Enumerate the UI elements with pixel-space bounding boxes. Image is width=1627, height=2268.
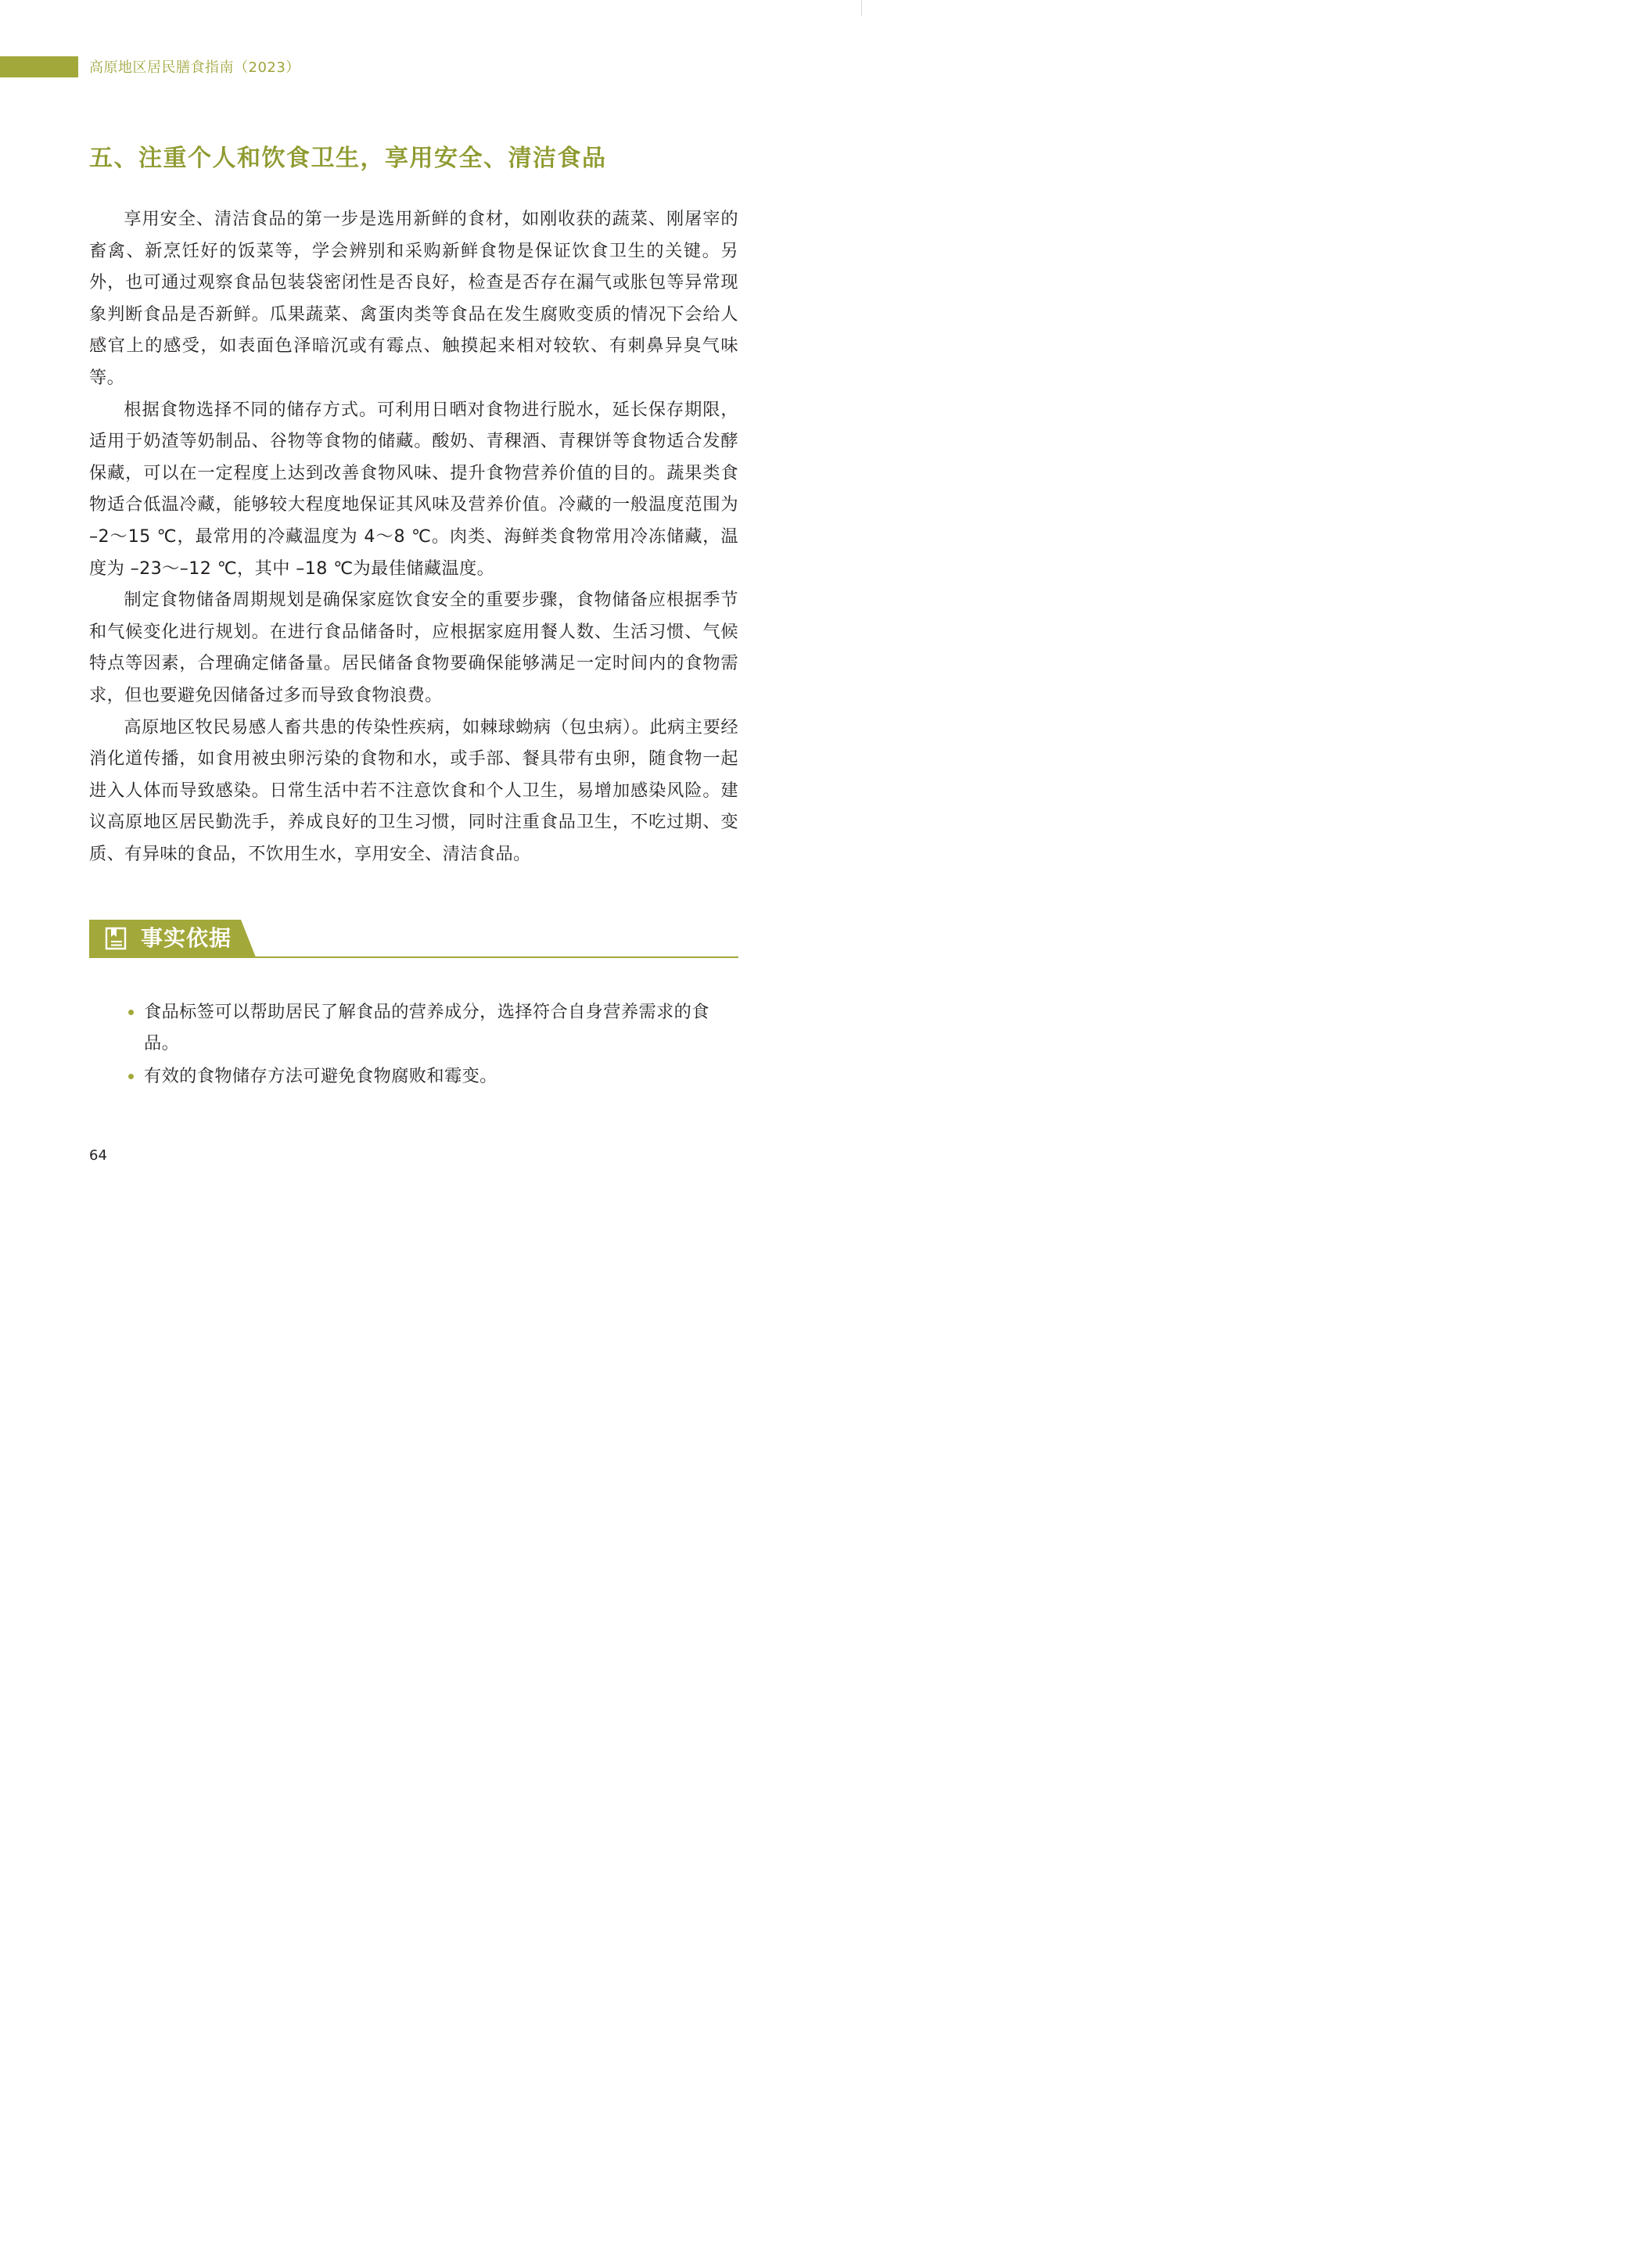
facts-list — [125, 996, 738, 1093]
paragraph: 享用安全、清洁食品的第一步是选用新鲜的食材，如刚收获的蔬菜、刚屠宰的畜禽、新烹饪好的饭菜等，学会辨别和采购新鲜食物是保证饮食卫生的关键。另外，也可通过观察食品包装袋密闭性是否良好，检查是否存在漏气或胀包等异常现象判断食品是否新鲜。瓜果蔬菜、禽蛋肉类等食品在发生腐败变质的情况下会给人感官上的感受，如表面色泽暗沉或有霉点、触摸起来相对较软、有刺鼻异臭气味等。 — [89, 209, 738, 388]
paragraph: 高原地区牧民易感人畜共患的传染性疾病，如棘球蚴病（包虫病）。此病主要经消化道传播，如食用被虫卵污染的食物和水，或手部、餐具带有虫卵，随食物一起进入人体而导致感染。日常生活中若不注意饮食和个人卫生，易增加感染风险。建议高原地区居民勤洗手，养成良好的卫生习惯，同时注重食品卫生，不吃过期、变质、有异味的食品，不饮用生水，享用安全、清洁食品。 — [89, 716, 738, 864]
paragraph: 制定食物储备周期规划是确保家庭饮食安全的重要步骤，食物储备应根据季节和气候变化进行规划。在进行食品储备时，应根据家庭用餐人数、生活习惯、气候特点等因素，合理确定储备量。居民储备食物要确保能够满足一定时间内的食物需求，但也要避免因储备过多而导致食物浪费。 — [89, 590, 738, 705]
list-item-text: 有效的食物储存方法可避免食物腐败和霉变。 — [144, 1066, 497, 1086]
facts-section-header — [89, 920, 738, 959]
list-item — [125, 1060, 738, 1092]
paragraph: 根据食物选择不同的储存方式。可利用日晒对食物进行脱水，延长保存期限，适用于奶渣等奶制品、谷物等食物的储藏。酸奶、青稞酒、青稞饼等食物适合发酵保藏，可以在一定程度上达到改善食物风味、提升食物营养价值的目的。蔬果类食物适合低温冷藏，能够较大程度地保证其风味及营养价值。冷藏的一般温度范围为 –2～15 ℃，最常用的冷藏温度为 4～8 ℃。肉类、海鲜类食物常用冷冻储藏，温度为 –23～–12 ℃，其中 –18 ℃为最佳储藏温度。 — [89, 399, 738, 579]
running-header: 高原地区居民膳食指南（2023） — [89, 59, 300, 76]
document-icon — [104, 926, 129, 951]
bullet-dot — [128, 1010, 134, 1015]
facts-title: 事实依据 — [141, 925, 232, 951]
list-item — [125, 996, 738, 1059]
header-accent-bar — [0, 56, 78, 77]
corner-crop-line — [861, 0, 882, 16]
page-number: 64 — [89, 1147, 107, 1164]
body-text — [89, 203, 738, 870]
list-item-text: 食品标签可以帮助居民了解食品的营养成分，选择符合自身营养需求的食品。 — [144, 1002, 709, 1053]
bullet-dot — [128, 1074, 134, 1079]
section-title: 五、注重个人和饮食卫生，享用安全、清洁食品 — [89, 145, 607, 172]
facts-divider — [89, 956, 738, 958]
